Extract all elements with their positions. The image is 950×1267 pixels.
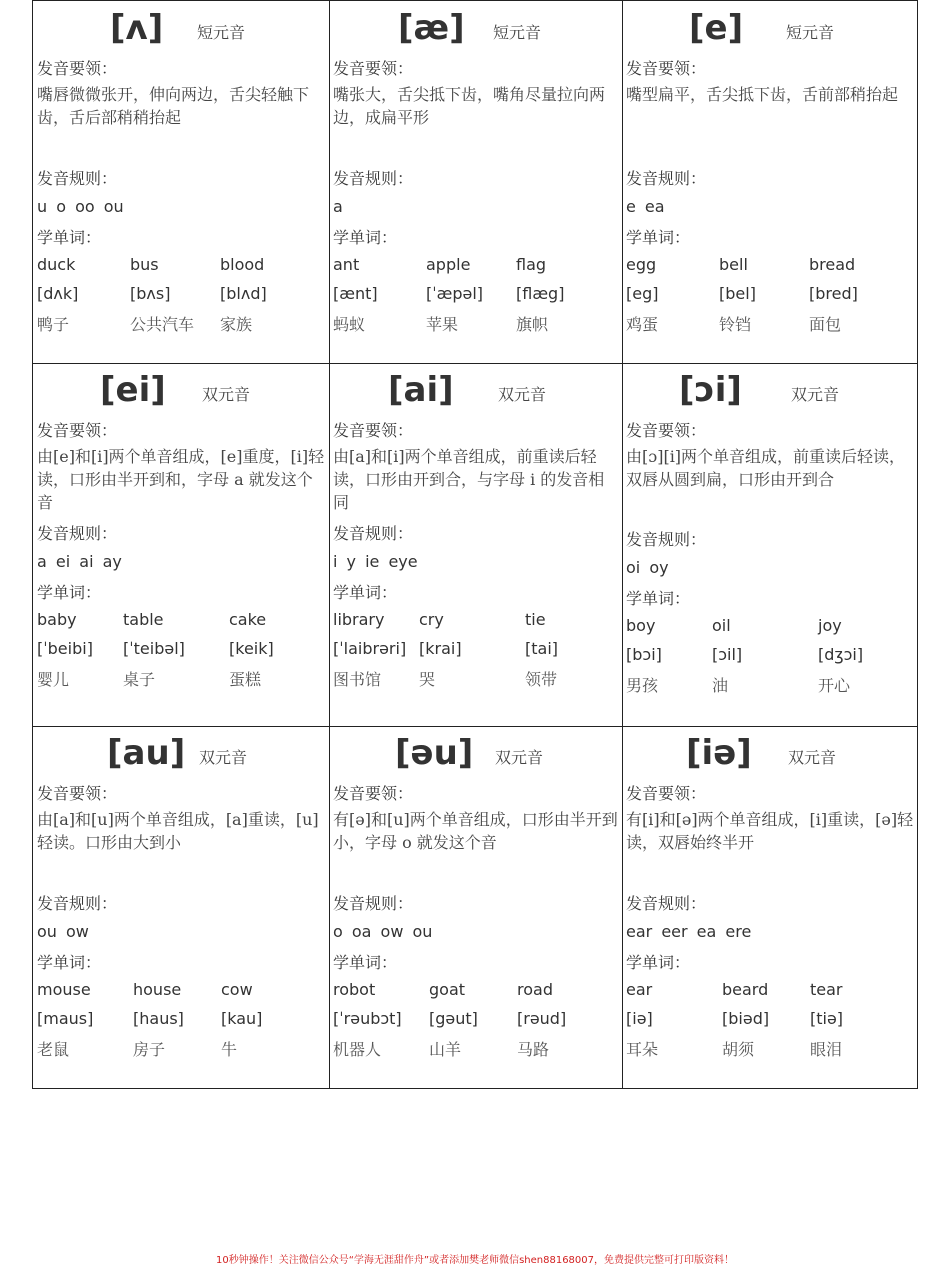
rules-label: 发音规则： <box>333 894 414 913</box>
word-ph: [maus] <box>37 1009 94 1028</box>
tips-description: 有[i]和[ə]两个单音组成，[i]重读，[ə]轻读，双唇始终半开 <box>626 810 914 852</box>
phoneme-symbol: [ɔi] <box>679 370 742 410</box>
phoneme-card <box>32 725 328 1087</box>
spelling-rules: ou ow <box>37 922 89 941</box>
spelling-rules: ear eer ea ere <box>626 922 752 941</box>
words-label: 学单词： <box>333 583 398 602</box>
tips-label: 发音要领： <box>333 59 414 78</box>
word-zh: 房子 <box>133 1040 166 1059</box>
word-zh: 蛋糕 <box>229 670 262 689</box>
card-header <box>32 731 328 775</box>
word-ph: [gəut] <box>429 1009 478 1028</box>
spelling-rules: e ea <box>626 197 665 216</box>
word-zh: 鸡蛋 <box>626 315 659 334</box>
word-en: joy <box>818 616 842 635</box>
words-label: 学单词： <box>626 589 691 608</box>
phoneme-symbol: [ei] <box>100 370 166 410</box>
word-ph: [ˈbeibi] <box>37 639 93 658</box>
word-ph: [ˈrəubɔt] <box>333 1009 402 1028</box>
word-ph: [rəud] <box>517 1009 567 1028</box>
word-zh: 公共汽车 <box>130 315 195 334</box>
card-header <box>328 6 621 50</box>
word-ph: [ˈteibəl] <box>123 639 185 658</box>
card-header <box>328 368 621 412</box>
tips-label: 发音要领： <box>333 784 414 803</box>
card-header <box>621 731 918 775</box>
words-label: 学单词： <box>626 228 691 247</box>
word-zh: 山羊 <box>429 1040 462 1059</box>
phoneme-symbol: [au] <box>107 733 186 773</box>
word-en: cry <box>419 610 444 629</box>
word-zh: 旗帜 <box>516 315 549 334</box>
tips-description: 嘴型扁平，舌尖抵下齿，舌前部稍抬起 <box>626 85 899 104</box>
spelling-rules: u o oo ou <box>37 197 124 216</box>
tips-description: 嘴张大，舌尖抵下齿，嘴角尽量拉向两边，成扁平形 <box>333 85 606 127</box>
word-ph: [ɔil] <box>712 645 743 664</box>
words-label: 学单词： <box>37 228 102 247</box>
vowel-type: 双元音 <box>788 748 837 767</box>
phoneme-symbol: [e] <box>689 8 744 48</box>
word-ph: [bred] <box>809 284 858 303</box>
word-zh: 机器人 <box>333 1040 382 1059</box>
rules-label: 发音规则： <box>37 894 118 913</box>
spelling-rules: o oa ow ou <box>333 922 433 941</box>
phoneme-symbol: [ʌ] <box>110 8 164 48</box>
word-ph: [ænt] <box>333 284 378 303</box>
vowel-type: 双元音 <box>791 385 840 404</box>
word-ph: [iə] <box>626 1009 653 1028</box>
rules-label: 发音规则： <box>333 169 414 188</box>
word-zh: 家族 <box>220 315 253 334</box>
vowel-type: 短元音 <box>197 23 246 42</box>
word-ph: [krai] <box>419 639 462 658</box>
word-zh: 领带 <box>525 670 558 689</box>
spelling-rules: i y ie eye <box>333 552 418 571</box>
word-ph: [blʌd] <box>220 284 267 303</box>
words-label: 学单词： <box>37 953 102 972</box>
rules-label: 发音规则： <box>37 169 118 188</box>
tips-description: 由[a]和[i]两个单音组成，前重读后轻读，口形由开到合，与字母 i 的发音相同 <box>333 447 605 512</box>
rules-label: 发音规则： <box>626 169 707 188</box>
word-en: boy <box>626 616 656 635</box>
words-label: 学单词： <box>626 953 691 972</box>
spelling-rules: a ei ai ay <box>37 552 122 571</box>
word-zh: 婴儿 <box>37 670 70 689</box>
word-zh: 胡须 <box>722 1040 755 1059</box>
word-zh: 桌子 <box>123 670 156 689</box>
word-en: blood <box>220 255 265 274</box>
phoneme-card <box>328 0 621 362</box>
tips-description: 由[a]和[u]两个单音组成，[a]重读，[u]轻读。口形由大到小 <box>37 810 319 852</box>
word-zh: 面包 <box>809 315 842 334</box>
phoneme-card <box>621 0 918 362</box>
card-header <box>32 6 328 50</box>
word-en: oil <box>712 616 731 635</box>
word-zh: 苹果 <box>426 315 459 334</box>
word-ph: [tiə] <box>810 1009 844 1028</box>
word-en: cake <box>229 610 267 629</box>
word-ph: [bɔi] <box>626 645 662 664</box>
word-ph: [dʌk] <box>37 284 79 303</box>
word-ph: [kau] <box>221 1009 263 1028</box>
word-ph: [tai] <box>525 639 559 658</box>
word-zh: 眼泪 <box>810 1040 843 1059</box>
word-en: bus <box>130 255 159 274</box>
word-en: cow <box>221 980 253 999</box>
rules-label: 发音规则： <box>626 530 707 549</box>
vowel-type: 双元音 <box>199 748 248 767</box>
word-en: duck <box>37 255 76 274</box>
word-ph: [dʒɔi] <box>818 645 864 664</box>
card-header <box>621 368 918 412</box>
tips-label: 发音要领： <box>626 784 707 803</box>
rules-label: 发音规则： <box>37 524 118 543</box>
vowel-type: 双元音 <box>202 385 251 404</box>
word-en: bell <box>719 255 748 274</box>
rules-label: 发音规则： <box>626 894 707 913</box>
phoneme-card <box>621 725 918 1087</box>
word-en: ant <box>333 255 360 274</box>
footer-promo: 10秒钟操作！关注微信公众号“学海无涯甜作舟”或者添加樊老师微信shen88168007，免费提供完整可打印版资料！ <box>215 1255 735 1266</box>
word-en: road <box>517 980 553 999</box>
word-zh: 老鼠 <box>37 1040 70 1059</box>
phoneme-symbol: [æ] <box>398 8 465 48</box>
tips-description: 由[e]和[i]两个单音组成，[e]重度，[i]轻读，口形由半开到和，字母 a 就发这个音 <box>37 447 325 512</box>
word-en: mouse <box>37 980 91 999</box>
word-zh: 油 <box>712 676 729 695</box>
vowel-type: 短元音 <box>493 23 542 42</box>
phoneme-card <box>621 362 918 724</box>
word-ph: [bel] <box>719 284 756 303</box>
tips-label: 发音要领： <box>37 59 118 78</box>
word-zh: 耳朵 <box>626 1040 659 1059</box>
phoneme-symbol: [iə] <box>686 733 752 773</box>
card-header <box>328 731 621 775</box>
word-zh: 哭 <box>419 670 436 689</box>
word-ph: [ˈlaibrəri] <box>333 639 407 658</box>
phoneme-card <box>32 362 328 724</box>
word-en: tear <box>810 980 843 999</box>
word-ph: [biəd] <box>722 1009 770 1028</box>
word-ph: [flæg] <box>516 284 565 303</box>
card-header <box>621 6 918 50</box>
word-ph: [haus] <box>133 1009 184 1028</box>
phoneme-card <box>32 0 328 362</box>
tips-description: 嘴唇微微张开，伸向两边，舌尖轻触下齿，舌后部稍稍抬起 <box>37 85 310 127</box>
rules-label: 发音规则： <box>333 524 414 543</box>
word-zh: 鸭子 <box>37 315 70 334</box>
word-en: ear <box>626 980 653 999</box>
tips-description: 由[ɔ][i]两个单音组成，前重读后轻读，双唇从圆到扁，口形由开到合 <box>626 447 906 489</box>
word-zh: 马路 <box>517 1040 550 1059</box>
word-en: apple <box>426 255 471 274</box>
spelling-rules: a <box>333 197 343 216</box>
word-zh: 牛 <box>221 1040 238 1059</box>
vowel-type: 双元音 <box>498 385 547 404</box>
word-en: robot <box>333 980 376 999</box>
tips-label: 发音要领： <box>37 421 118 440</box>
card-header <box>32 368 328 412</box>
tips-label: 发音要领： <box>626 421 707 440</box>
word-zh: 图书馆 <box>333 670 382 689</box>
tips-label: 发音要领： <box>37 784 118 803</box>
word-en: tie <box>525 610 546 629</box>
tips-description: 有[ə]和[u]两个单音组成，口形由半开到小，字母 o 就发这个音 <box>333 810 618 852</box>
word-ph: [eg] <box>626 284 659 303</box>
phoneme-symbol: [ai] <box>388 370 454 410</box>
word-en: house <box>133 980 182 999</box>
word-ph: [keik] <box>229 639 274 658</box>
words-label: 学单词： <box>37 583 102 602</box>
word-en: flag <box>516 255 547 274</box>
word-zh: 男孩 <box>626 676 659 695</box>
word-zh: 开心 <box>818 676 851 695</box>
tips-label: 发音要领： <box>333 421 414 440</box>
word-en: goat <box>429 980 466 999</box>
words-label: 学单词： <box>333 228 398 247</box>
word-en: table <box>123 610 164 629</box>
word-en: library <box>333 610 385 629</box>
vowel-type: 短元音 <box>786 23 835 42</box>
word-en: beard <box>722 980 769 999</box>
word-ph: [ˈæpəl] <box>426 284 484 303</box>
word-ph: [bʌs] <box>130 284 171 303</box>
word-zh: 铃铛 <box>719 315 752 334</box>
tips-label: 发音要领： <box>626 59 707 78</box>
phoneme-symbol: [əu] <box>395 733 474 773</box>
words-label: 学单词： <box>333 953 398 972</box>
phoneme-card <box>328 725 621 1087</box>
vowel-type: 双元音 <box>495 748 544 767</box>
phoneme-card <box>328 362 621 724</box>
spelling-rules: oi oy <box>626 558 669 577</box>
word-en: egg <box>626 255 657 274</box>
word-zh: 蚂蚁 <box>333 315 366 334</box>
word-en: bread <box>809 255 856 274</box>
word-en: baby <box>37 610 77 629</box>
